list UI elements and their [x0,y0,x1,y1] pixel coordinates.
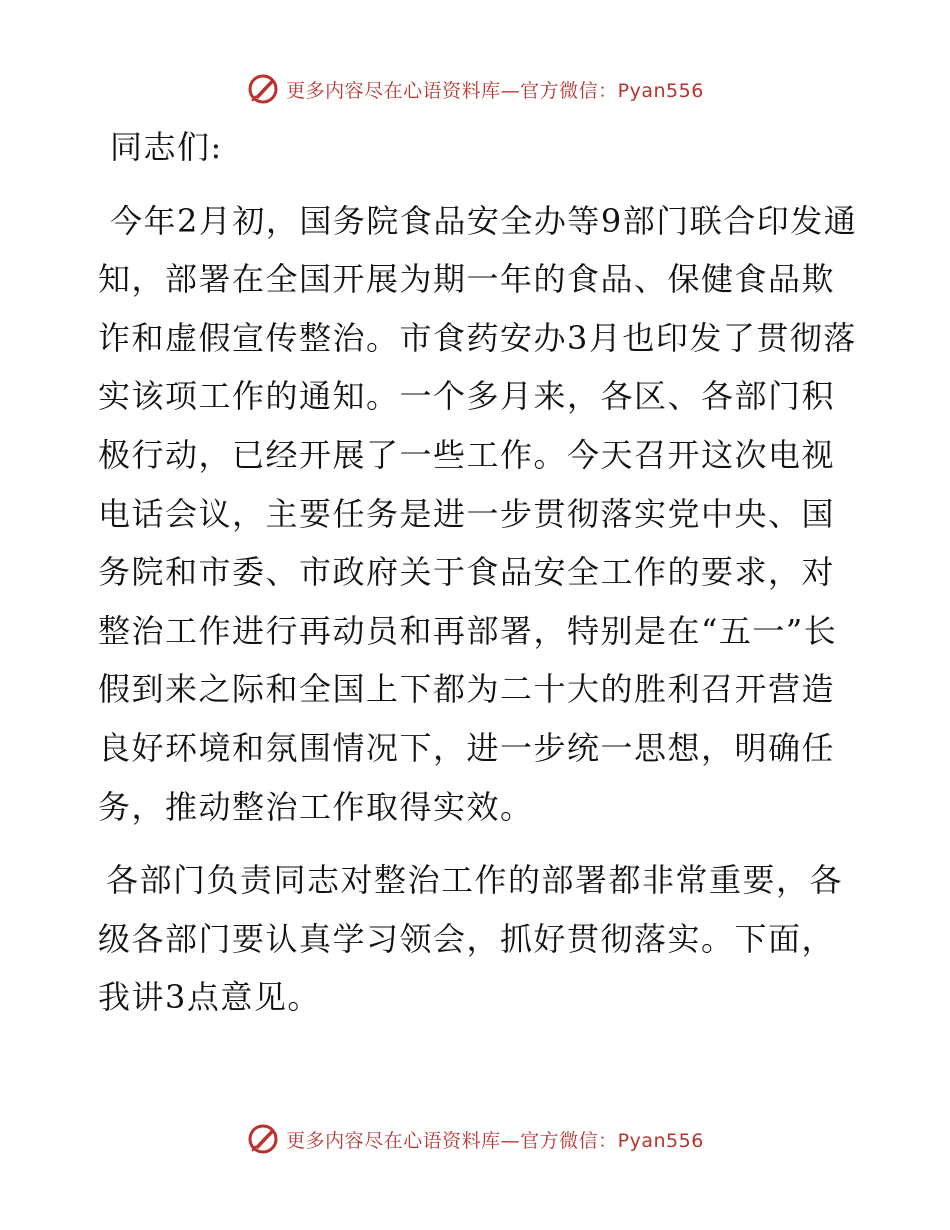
footer-watermark [0,1122,950,1156]
quill-logo-icon [246,72,280,106]
quill-logo-icon [246,1122,280,1156]
paragraph-1: 今年2月初，国务院食品安全办等9部门联合印发通知，部署在全国开展为期一年的食品、保健食品欺诈和虚假宣传整治。市食药安办3月也印发了贯彻落实该项工作的通知。一个多月来，各区、各部门积极行动，已经开展了一些工作。今天召开这次电视电话会议，主要任务是进一步贯彻落实党中央、国务院和市委、市政府关于食品安全工作的要求，对整治工作进行再动员和再部署，特别是在“五一”长假到来之际和全国上下都为二十大的胜利召开营造良好环境和氛围情况下，进一步统一思想，明确任务，推动整治工作取得实效。 [98,201,858,826]
header-watermark [0,72,950,106]
salutation: 同志们: [110,128,223,166]
paragraph-2: 各部门负责同志对整治工作的部署都非常重要，各级各部门要认真学习领会，抓好贯彻落实。下面，我讲3点意见。 [98,861,844,1017]
watermark-text: 更多内容尽在心语资料库—官方微信：Pyan556 [286,79,704,102]
watermark-text: 更多内容尽在心语资料库—官方微信：Pyan556 [286,1129,704,1152]
document-body [98,118,858,1027]
